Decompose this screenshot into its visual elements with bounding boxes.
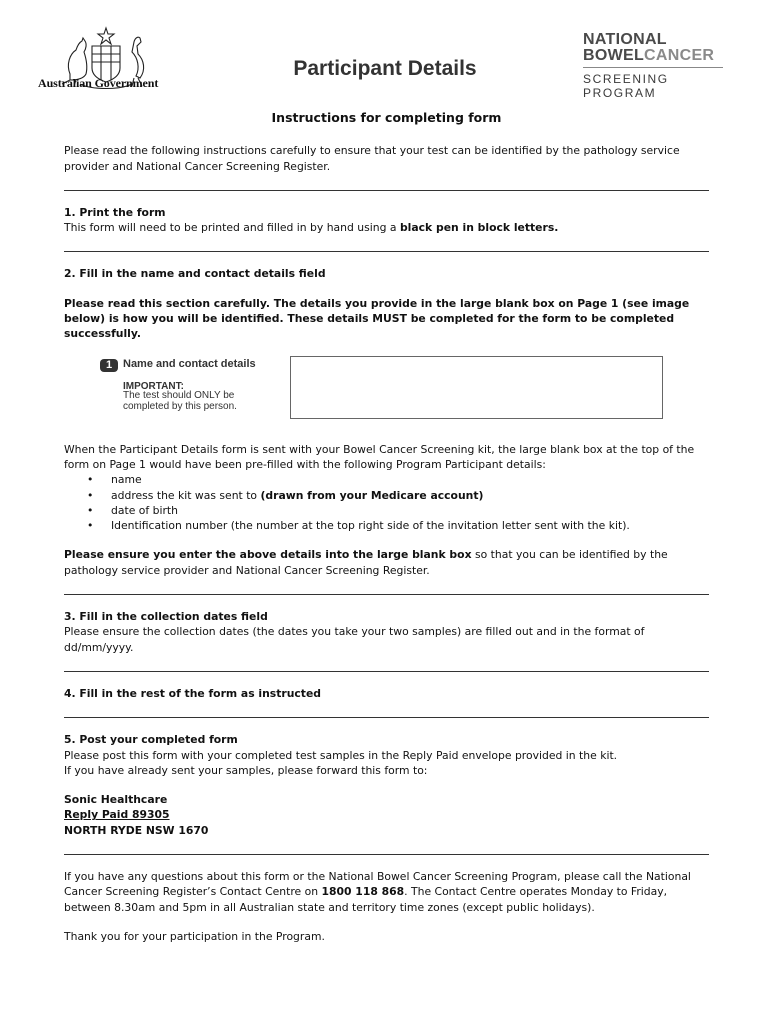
divider xyxy=(64,251,709,252)
divider xyxy=(64,671,709,672)
intro-paragraph: Please read the following instructions carefully to ensure that your test can be identified by the pathology service provider and National Cancer Screening Register. xyxy=(64,144,680,173)
program-logo-rule xyxy=(583,67,723,68)
list-item: • date of birth xyxy=(64,503,709,518)
spacer xyxy=(64,533,709,547)
section4-heading: 4. Fill in the rest of the form as instructed xyxy=(64,686,322,700)
step-number-badge: 1 xyxy=(100,359,118,372)
program-logo-line3: SCREENING PROGRAM xyxy=(583,72,669,100)
divider xyxy=(64,594,709,595)
thanks-paragraph: Thank you for your participation in the Program. xyxy=(64,929,325,943)
ensure-bold-text: Please ensure you enter the above details into the large blank box xyxy=(64,548,472,562)
figure-important-text: The test should ONLY be completed by this person. xyxy=(123,389,237,412)
section2-warning: Please read this section carefully. The details you provide in the large blank box on Page 1 (see image below) is how you will be identified. These details MUST be completed for the form to be completed successfully. xyxy=(64,296,690,341)
figure-important-label: IMPORTANT: xyxy=(123,380,184,392)
section3-heading: 3. Fill in the collection dates field xyxy=(64,610,268,624)
prefill-paragraph: When the Participant Details form is sent with your Bowel Cancer Screening kit, the large blank box at the top of the form on Page 1 would have been pre-filled with the following Program Participant details: xyxy=(64,442,695,471)
section3-text: Please ensure the collection dates (the dates you take your two samples) are filled out and in the format of dd/mm/yyyy. xyxy=(64,625,645,654)
program-logo xyxy=(583,32,733,100)
list-item-bold: (drawn from your Medicare account) xyxy=(260,488,484,502)
list-item: • name xyxy=(64,472,709,487)
list-item xyxy=(64,488,709,503)
ensure-paragraph xyxy=(64,547,709,578)
address-reply-paid: Reply Paid 89305 xyxy=(64,808,170,822)
contact-phone-number: 1800 118 868 xyxy=(321,885,405,899)
list-item-text: address the kit was sent to xyxy=(111,488,261,502)
section5-heading: 5. Post your completed form xyxy=(64,733,238,747)
name-contact-details-figure xyxy=(64,356,709,426)
australian-government-wordmark: Australian Government xyxy=(38,76,159,90)
contact-text-pre: If you have any questions about this form or the National Bowel Cancer Screening Program, please call the National Cancer Screening Register’s Contact Centre on xyxy=(64,870,691,899)
program-logo-line2 xyxy=(583,48,733,64)
address-city: NORTH RYDE NSW 1670 xyxy=(64,823,209,837)
program-logo-line1: NATIONAL xyxy=(583,31,667,48)
list-item: • Identification number (the number at the top right side of the invitation letter sent with the kit). xyxy=(64,518,709,533)
section2-heading: 2. Fill in the name and contact details field xyxy=(64,267,326,281)
divider xyxy=(64,717,709,718)
address-name: Sonic Healthcare xyxy=(64,793,168,807)
program-logo-bowel: BOWEL xyxy=(583,47,645,64)
section5-line1: Please post this form with your completed test samples in the Reply Paid envelope provided in the kit. xyxy=(64,748,618,762)
blank-details-box xyxy=(290,356,663,419)
divider xyxy=(64,190,709,191)
spacer xyxy=(64,282,709,296)
section1-text-pre: This form will need to be printed and filled in by hand using a xyxy=(64,221,400,235)
contact-paragraph xyxy=(64,869,709,915)
spacer xyxy=(64,778,709,792)
instructions-heading: Instructions for completing form xyxy=(271,110,502,125)
divider xyxy=(64,854,709,855)
instructions-document xyxy=(64,106,709,944)
section1-text-bold: black pen in block letters. xyxy=(399,221,559,235)
contact-text-post: . The Contact Centre operates Monday to Friday, between 8.30am and 5pm in all Australian state and territory time zones (except public holidays). xyxy=(64,885,668,914)
page-title: Participant Details xyxy=(293,57,477,80)
ensure-rest-text: so that you can be identified by the pathology service provider and National Cancer Screening Register. xyxy=(64,548,668,577)
spacer xyxy=(64,915,709,929)
participant-details-list xyxy=(64,472,709,533)
program-logo-cancer: CANCER xyxy=(644,47,715,64)
section1-heading: 1. Print the form xyxy=(64,205,166,219)
section5-line2: If you have already sent your samples, please forward this form to: xyxy=(64,763,428,777)
figure-label: Name and contact details xyxy=(123,357,256,370)
section1-text xyxy=(64,220,709,235)
